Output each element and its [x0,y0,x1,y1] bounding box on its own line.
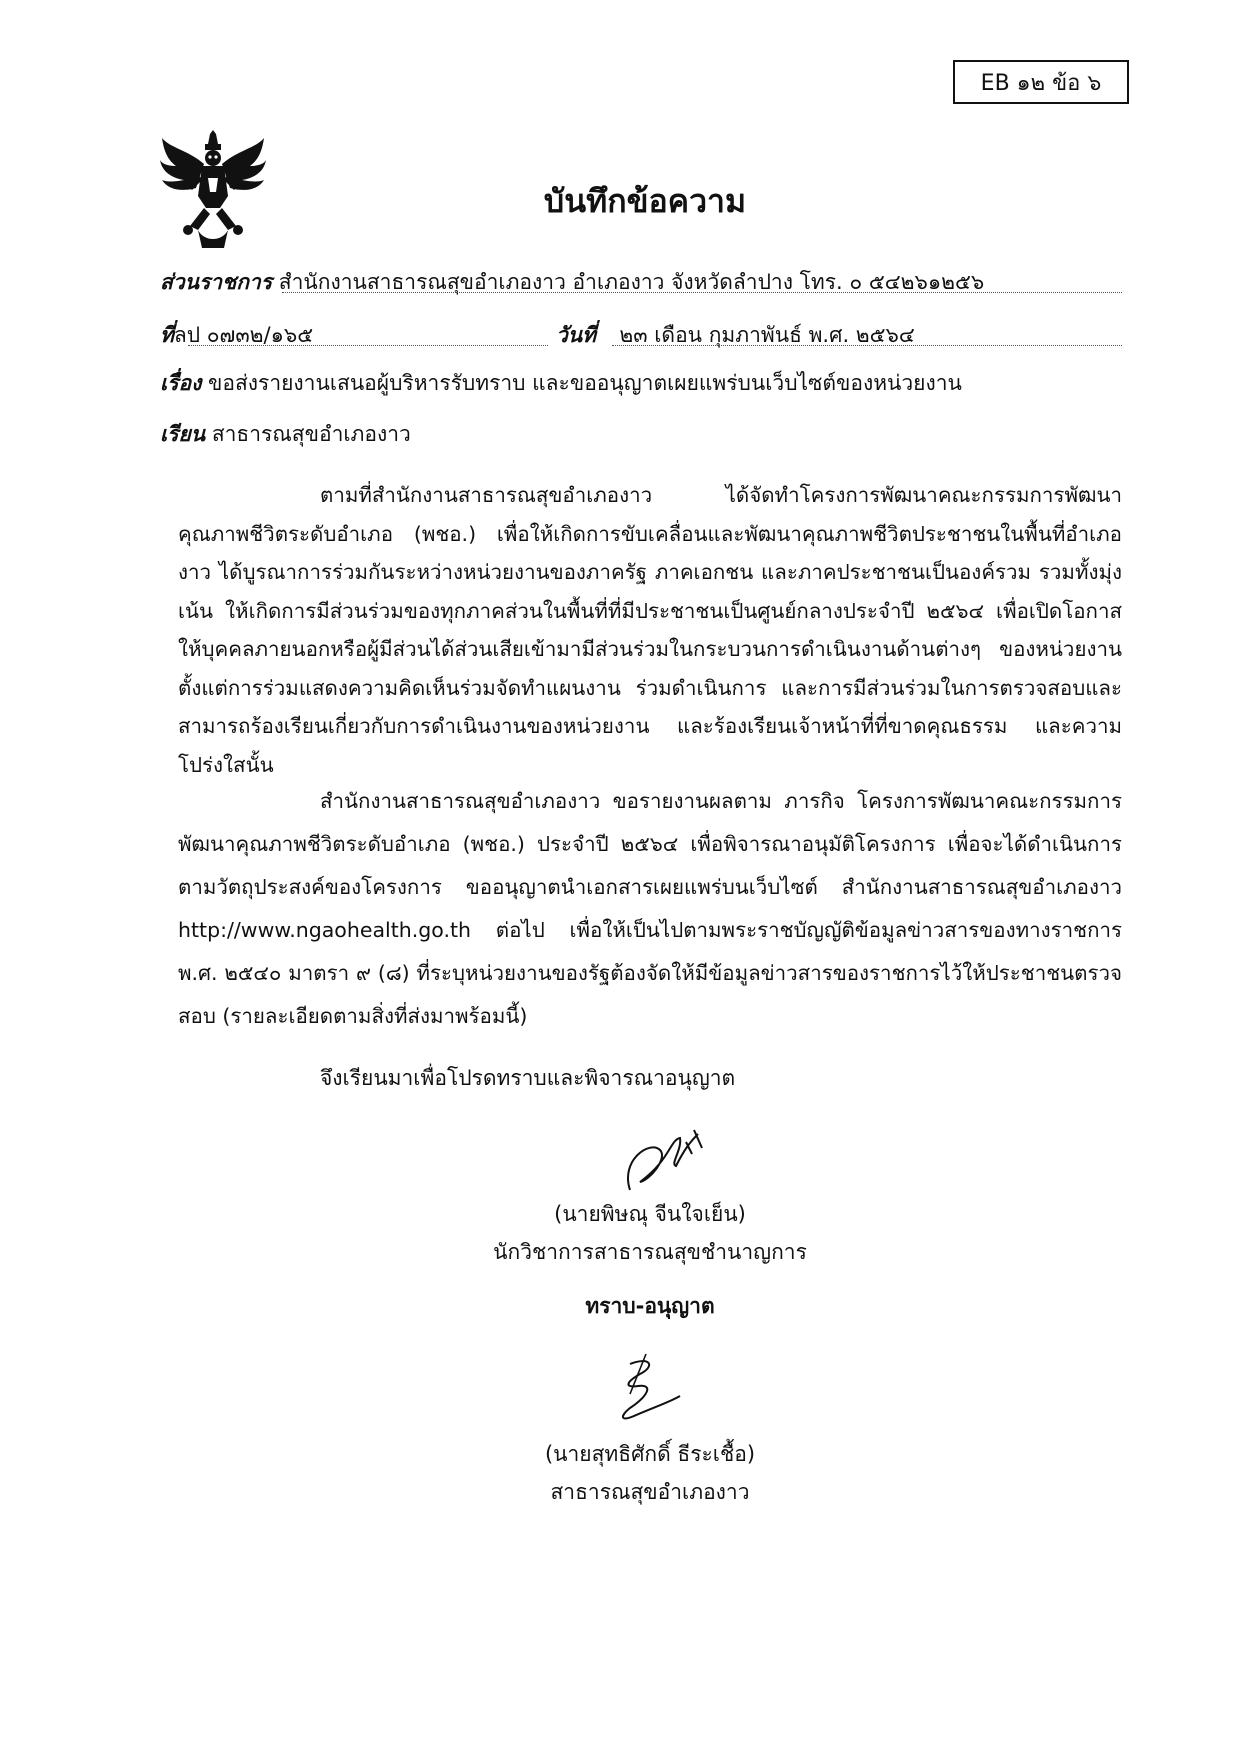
agency-label: ส่วนราชการ [160,270,273,294]
memo-title: บันทึกข้อความ [543,182,747,220]
signature-2 [590,1350,710,1430]
closing-line: จึงเรียนมาเพื่อโปรดทราบและพิจารณาอนุญาต [320,1066,736,1090]
date-line [556,319,915,352]
body-paragraph-2: สำนักงานสาธารณสุขอำเภองาว ขอรายงานผลตาม ภารกิจ โครงการพัฒนาคณะกรรมการพัฒนาคุณภาพชีวิตระดับอำเภอ (พชอ.) ประจำปี ๒๕๖๔ เพื่อพิจารณาอนุมัติโครงการ เพื่อจะได้ดำเนินการตามวัตถุประสงค์ของโครงการ ขออนุญาตนำเอกสารเผยแพร่บนเว็บไซต์ สำนักงานสาธารณสุขอำเภองาว http://www.ngaohealth.go.th ต่อไป เพื่อให้เป็นไปตามพระราชบัญญัติข้อมูลข่าวสารของทางราชการ พ.ศ. ๒๕๔๐ มาตรา ๙ (๘) ที่ระบุหน่วยงานของรัฐต้องจัดให้มีข้อมูลข่าวสารของราชการไว้ให้ประชาชนตรวจสอบ (รายละเอียดตามสิ่งที่ส่งมาพร้อมนี้) [178,789,1122,1028]
to-label: เรียน [160,422,206,446]
date-label: วันที่ [556,323,596,347]
agency-value: สำนักงานสาธารณสุขอำเภองาว อำเภองาว จังหวัดลำปาง โทร. ๐ ๕๔๒๖๑๒๕๖ [278,270,985,294]
agency-dotted-line [282,292,1122,293]
body-paragraph-1: ตามที่สำนักงานสาธารณสุขอำเภองาว ได้จัดทำโครงการพัฒนาคณะกรรมการพัฒนาคุณภาพชีวิตระดับอำเภอ (พชอ.) เพื่อให้เกิดการขับเคลื่อนและพัฒนาคุณภาพชีวิตประชาชนในพื้นที่อำเภองาว ได้บูรณาการร่วมกันระหว่างหน่วยงานของภาครัฐ ภาคเอกชน และภาคประชาชนเป็นองค์รวม รวมทั้งมุ่งเน้น ให้เกิดการมีส่วนร่วมของทุกภาคส่วนในพื้นที่ที่มีประชาชนเป็นศูนย์กลางประจำปี ๒๕๖๔ เพื่อเปิดโอกาสให้บุคคลภายนอกหรือผู้มีส่วนได้ส่วนเสียเข้ามามีส่วนร่วมในกระบวนการดำเนินงานด้านต่างๆ ของหน่วยงาน ตั้งแต่การร่วมแสดงความคิดเห็นร่วมจัดทำแผนงาน ร่วมดำเนินการ และการมีส่วนร่วมในการตรวจสอบและสามารถร้องเรียนเกี่ยวกับการดำเนินงานของหน่วยงาน และร้องเรียนเจ้าหน้าที่ที่ขาดคุณธรรม และความโปร่งใสนั้น [178,483,1122,777]
document-code-box [953,60,1129,104]
agency-line [160,266,984,299]
to-value: สาธารณสุขอำเภองาว [211,422,411,446]
ref-line [160,319,313,352]
signature-1 [610,1120,770,1200]
signer-2-position: สาธารณสุขอำเภองาว [550,1480,750,1504]
signer-1-position: นักวิชาการสาธารณสุขชำนาญการ [493,1240,807,1264]
ref-value: ลป ๐๗๓๒/๑๖๕ [173,323,314,347]
subject-label: เรื่อง [160,371,202,395]
date-value: ๒๓ เดือน กุมภาพันธ์ พ.ศ. ๒๕๖๔ [619,323,915,347]
signer-2-name: (นายสุทธิศักดิ์ ธีระเชื้อ) [544,1442,756,1466]
document-code: EB ๑๒ ข้อ ๖ [980,70,1102,96]
signer-1-name: (นายพิษณุ จีนใจเย็น) [554,1202,746,1226]
to-line [160,418,411,451]
subject-line [160,367,962,400]
ref-label: ที่ [160,323,174,347]
approval-text: ทราบ-อนุญาต [585,1294,715,1318]
ref-dotted-line [188,345,548,346]
subject-value: ขอส่งรายงานเสนอผู้บริหารรับทราบ และขออนุญาตเผยแพร่บนเว็บไซต์ของหน่วยงาน [208,371,962,395]
date-dotted-line [612,345,1122,346]
